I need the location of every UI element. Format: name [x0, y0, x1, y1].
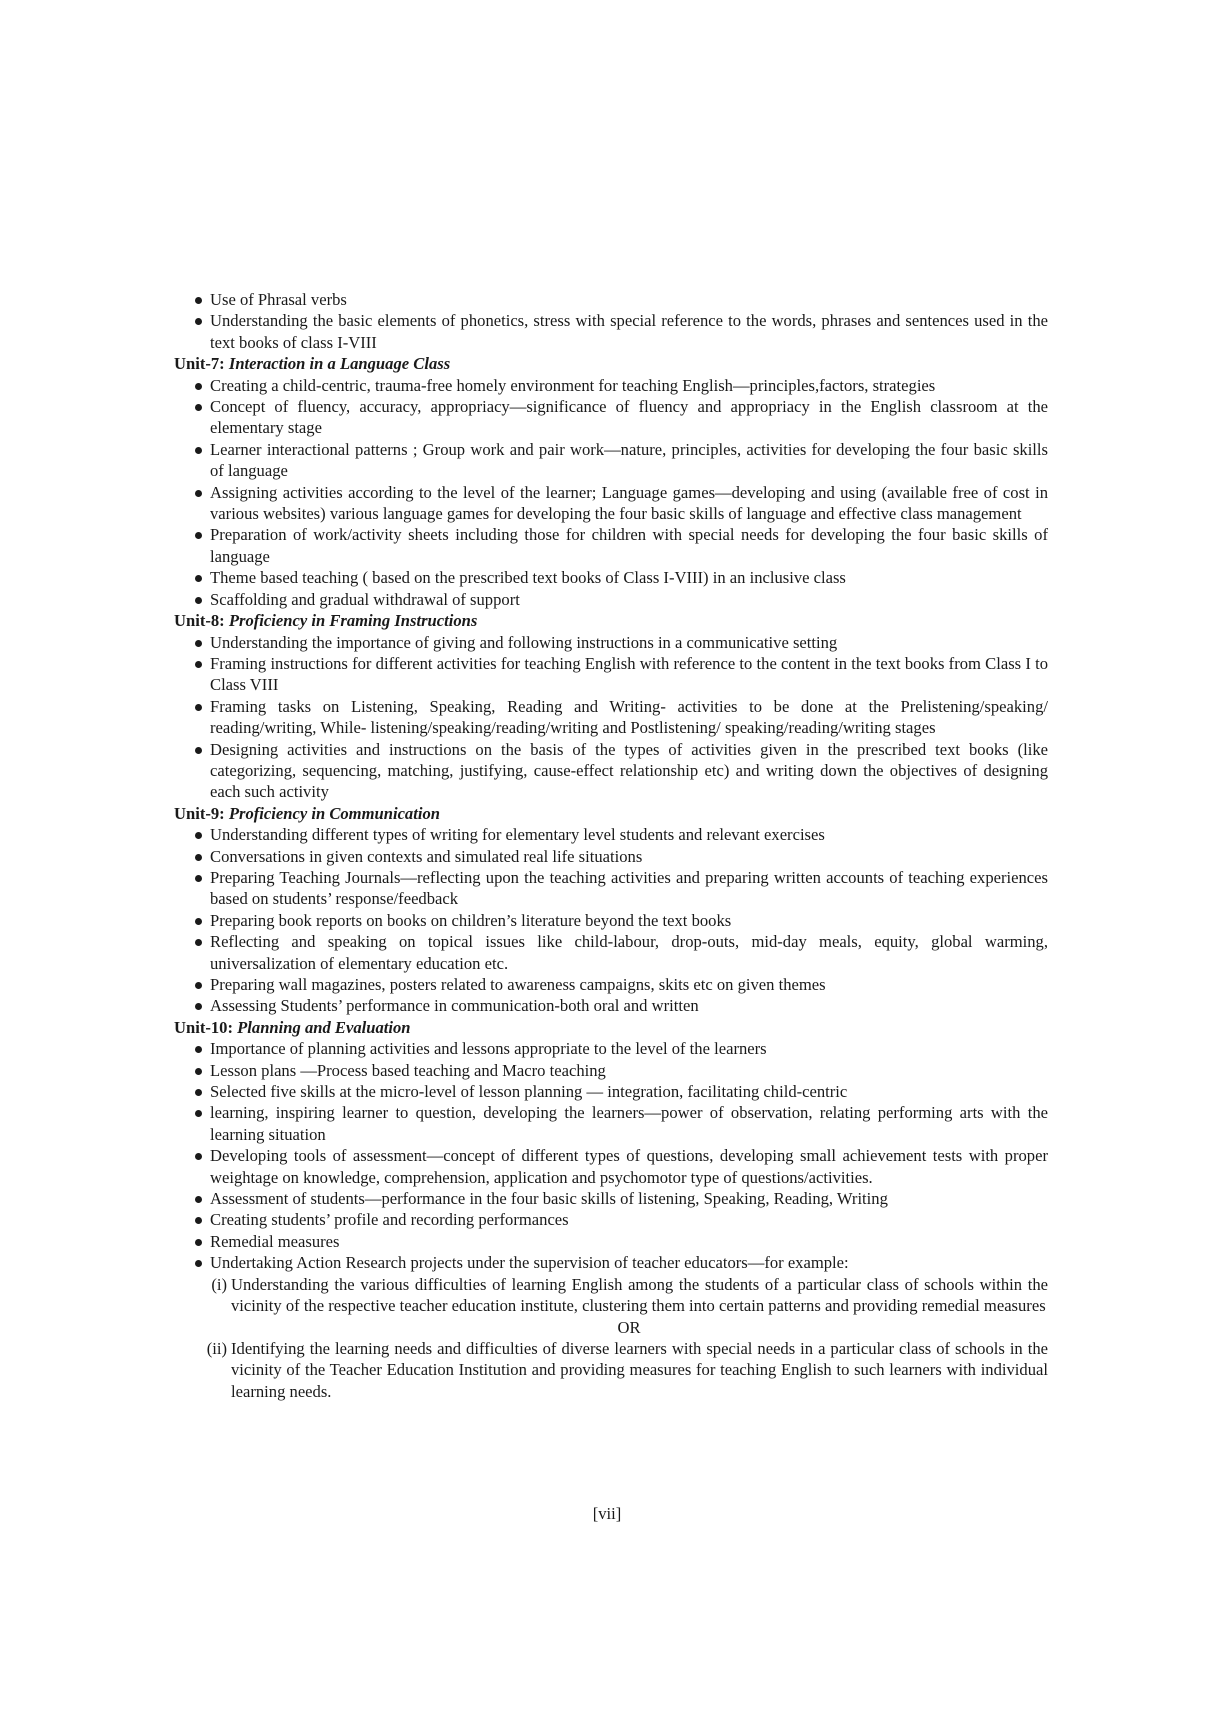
units-container [174, 353, 1048, 1273]
list-item: Lesson plans —Process based teaching and Macro teaching [174, 1060, 1048, 1081]
list-item: Framing instructions for different activities for teaching English with reference to the content in the text books from Class I to Class VIII [174, 653, 1048, 696]
sub-item-text: Identifying the learning needs and difficulties of diverse learners with special needs in a particular class of schools in the vicinity of the Teacher Education Institution and providing measures for teaching English to such learners with individual learning needs. [231, 1338, 1048, 1401]
list-item: Undertaking Action Research projects under the supervision of teacher educators—for example: [174, 1252, 1048, 1273]
list-item: Theme based teaching ( based on the prescribed text books of Class I-VIII) in an inclusive class [174, 567, 1048, 588]
or-separator: OR [617, 1317, 641, 1337]
sub-item [174, 1338, 1048, 1402]
list-item: Understanding different types of writing for elementary level students and relevant exercises [174, 824, 1048, 845]
list-item: Preparing Teaching Journals—reflecting upon the teaching activities and preparing written accounts of teaching experiences based on students’ response/feedback [174, 867, 1048, 910]
list-item: Preparation of work/activity sheets including those for children with special needs for developing the four basic skills of language [174, 524, 1048, 567]
unit-label: Unit-8: [174, 611, 225, 631]
list-item: learning, inspiring learner to question, developing the learners—power of observation, relating performing arts with the learning situation [174, 1102, 1048, 1145]
list-item: Learner interactional patterns ; Group work and pair work—nature, principles, activities for developing the four basic skills of language [174, 439, 1048, 482]
unit-list [174, 632, 1048, 803]
unit-heading [174, 803, 1048, 824]
sub-item [174, 1274, 1048, 1317]
list-item: Conversations in given contexts and simulated real life situations [174, 846, 1048, 867]
list-item: Assigning activities according to the level of the learner; Language games—developing and using (available free of cost in various websites) various language games for developing the four basic skills of language and effective class management [174, 482, 1048, 525]
list-item: Remedial measures [174, 1231, 1048, 1252]
list-item: Importance of planning activities and lessons appropriate to the level of the learners [174, 1038, 1048, 1059]
list-item: Developing tools of assessment—concept of different types of questions, developing small achievement tests with proper weightage on knowledge, comprehension, application and psychomotor type of questions/activities. [174, 1145, 1048, 1188]
unit-title: Planning and Evaluation [237, 1017, 411, 1037]
list-item: Use of Phrasal verbs [174, 289, 1048, 310]
list-item: Understanding the basic elements of phonetics, stress with special reference to the words, phrases and sentences used in the text books of class I-VIII [174, 310, 1048, 353]
list-item: Framing tasks on Listening, Speaking, Reading and Writing- activities to be done at the Prelistening/speaking/ reading/writing, While- listening/speaking/reading/writing and Postlistening/ speaking/reading/writing stages [174, 696, 1048, 739]
unit-label: Unit-7: [174, 354, 225, 374]
list-item: Creating a child-centric, trauma-free homely environment for teaching English—principles,factors, strategies [174, 375, 1048, 396]
list-item: Understanding the importance of giving and following instructions in a communicative setting [174, 632, 1048, 653]
unit-heading [174, 1017, 1048, 1038]
list-item: Designing activities and instructions on the basis of the types of activities given in the prescribed text books (like categorizing, sequencing, matching, justifying, cause-effect relationship etc) and writing down the objectives of designing each such activity [174, 739, 1048, 803]
list-item: Concept of fluency, accuracy, appropriacy—significance of fluency and appropriacy in the English classroom at the elementary stage [174, 396, 1048, 439]
list-item: Reflecting and speaking on topical issues like child-labour, drop-outs, mid-day meals, equity, global warming, universalization of elementary education etc. [174, 931, 1048, 974]
unit-list [174, 1038, 1048, 1273]
list-item: Creating students’ profile and recording performances [174, 1209, 1048, 1230]
unit-heading [174, 353, 1048, 374]
unit-title: Proficiency in Framing Instructions [228, 611, 478, 631]
sub-item-number: (ii) [206, 1338, 227, 1358]
unit-label: Unit-10: [174, 1017, 233, 1037]
list-item: Preparing book reports on books on children’s literature beyond the text books [174, 910, 1048, 931]
unit-list [174, 824, 1048, 1017]
list-item: Preparing wall magazines, posters related to awareness campaigns, skits etc on given themes [174, 974, 1048, 995]
unit-label: Unit-9: [174, 803, 225, 823]
unit-title: Proficiency in Communication [228, 803, 440, 823]
list-item: Assessment of students—performance in the four basic skills of listening, Speaking, Reading, Writing [174, 1188, 1048, 1209]
unit-list [174, 375, 1048, 610]
sub-item-text: Understanding the various difficulties of learning English among the students of a particular class of schools within the vicinity of the respective teacher education institute, clustering them into certain patterns and providing remedial measures [231, 1274, 1048, 1316]
sub-item-number: (i) [211, 1274, 227, 1294]
list-item: Selected five skills at the micro-level of lesson planning — integration, facilitating child-centric [174, 1081, 1048, 1102]
unit-heading [174, 610, 1048, 631]
page-number: [vii] [592, 1504, 622, 1523]
intro-list [174, 289, 1048, 353]
list-item: Assessing Students’ performance in communication-both oral and written [174, 995, 1048, 1016]
list-item: Scaffolding and gradual withdrawal of support [174, 589, 1048, 610]
unit-title: Interaction in a Language Class [228, 354, 451, 374]
document-body [174, 289, 1048, 1402]
